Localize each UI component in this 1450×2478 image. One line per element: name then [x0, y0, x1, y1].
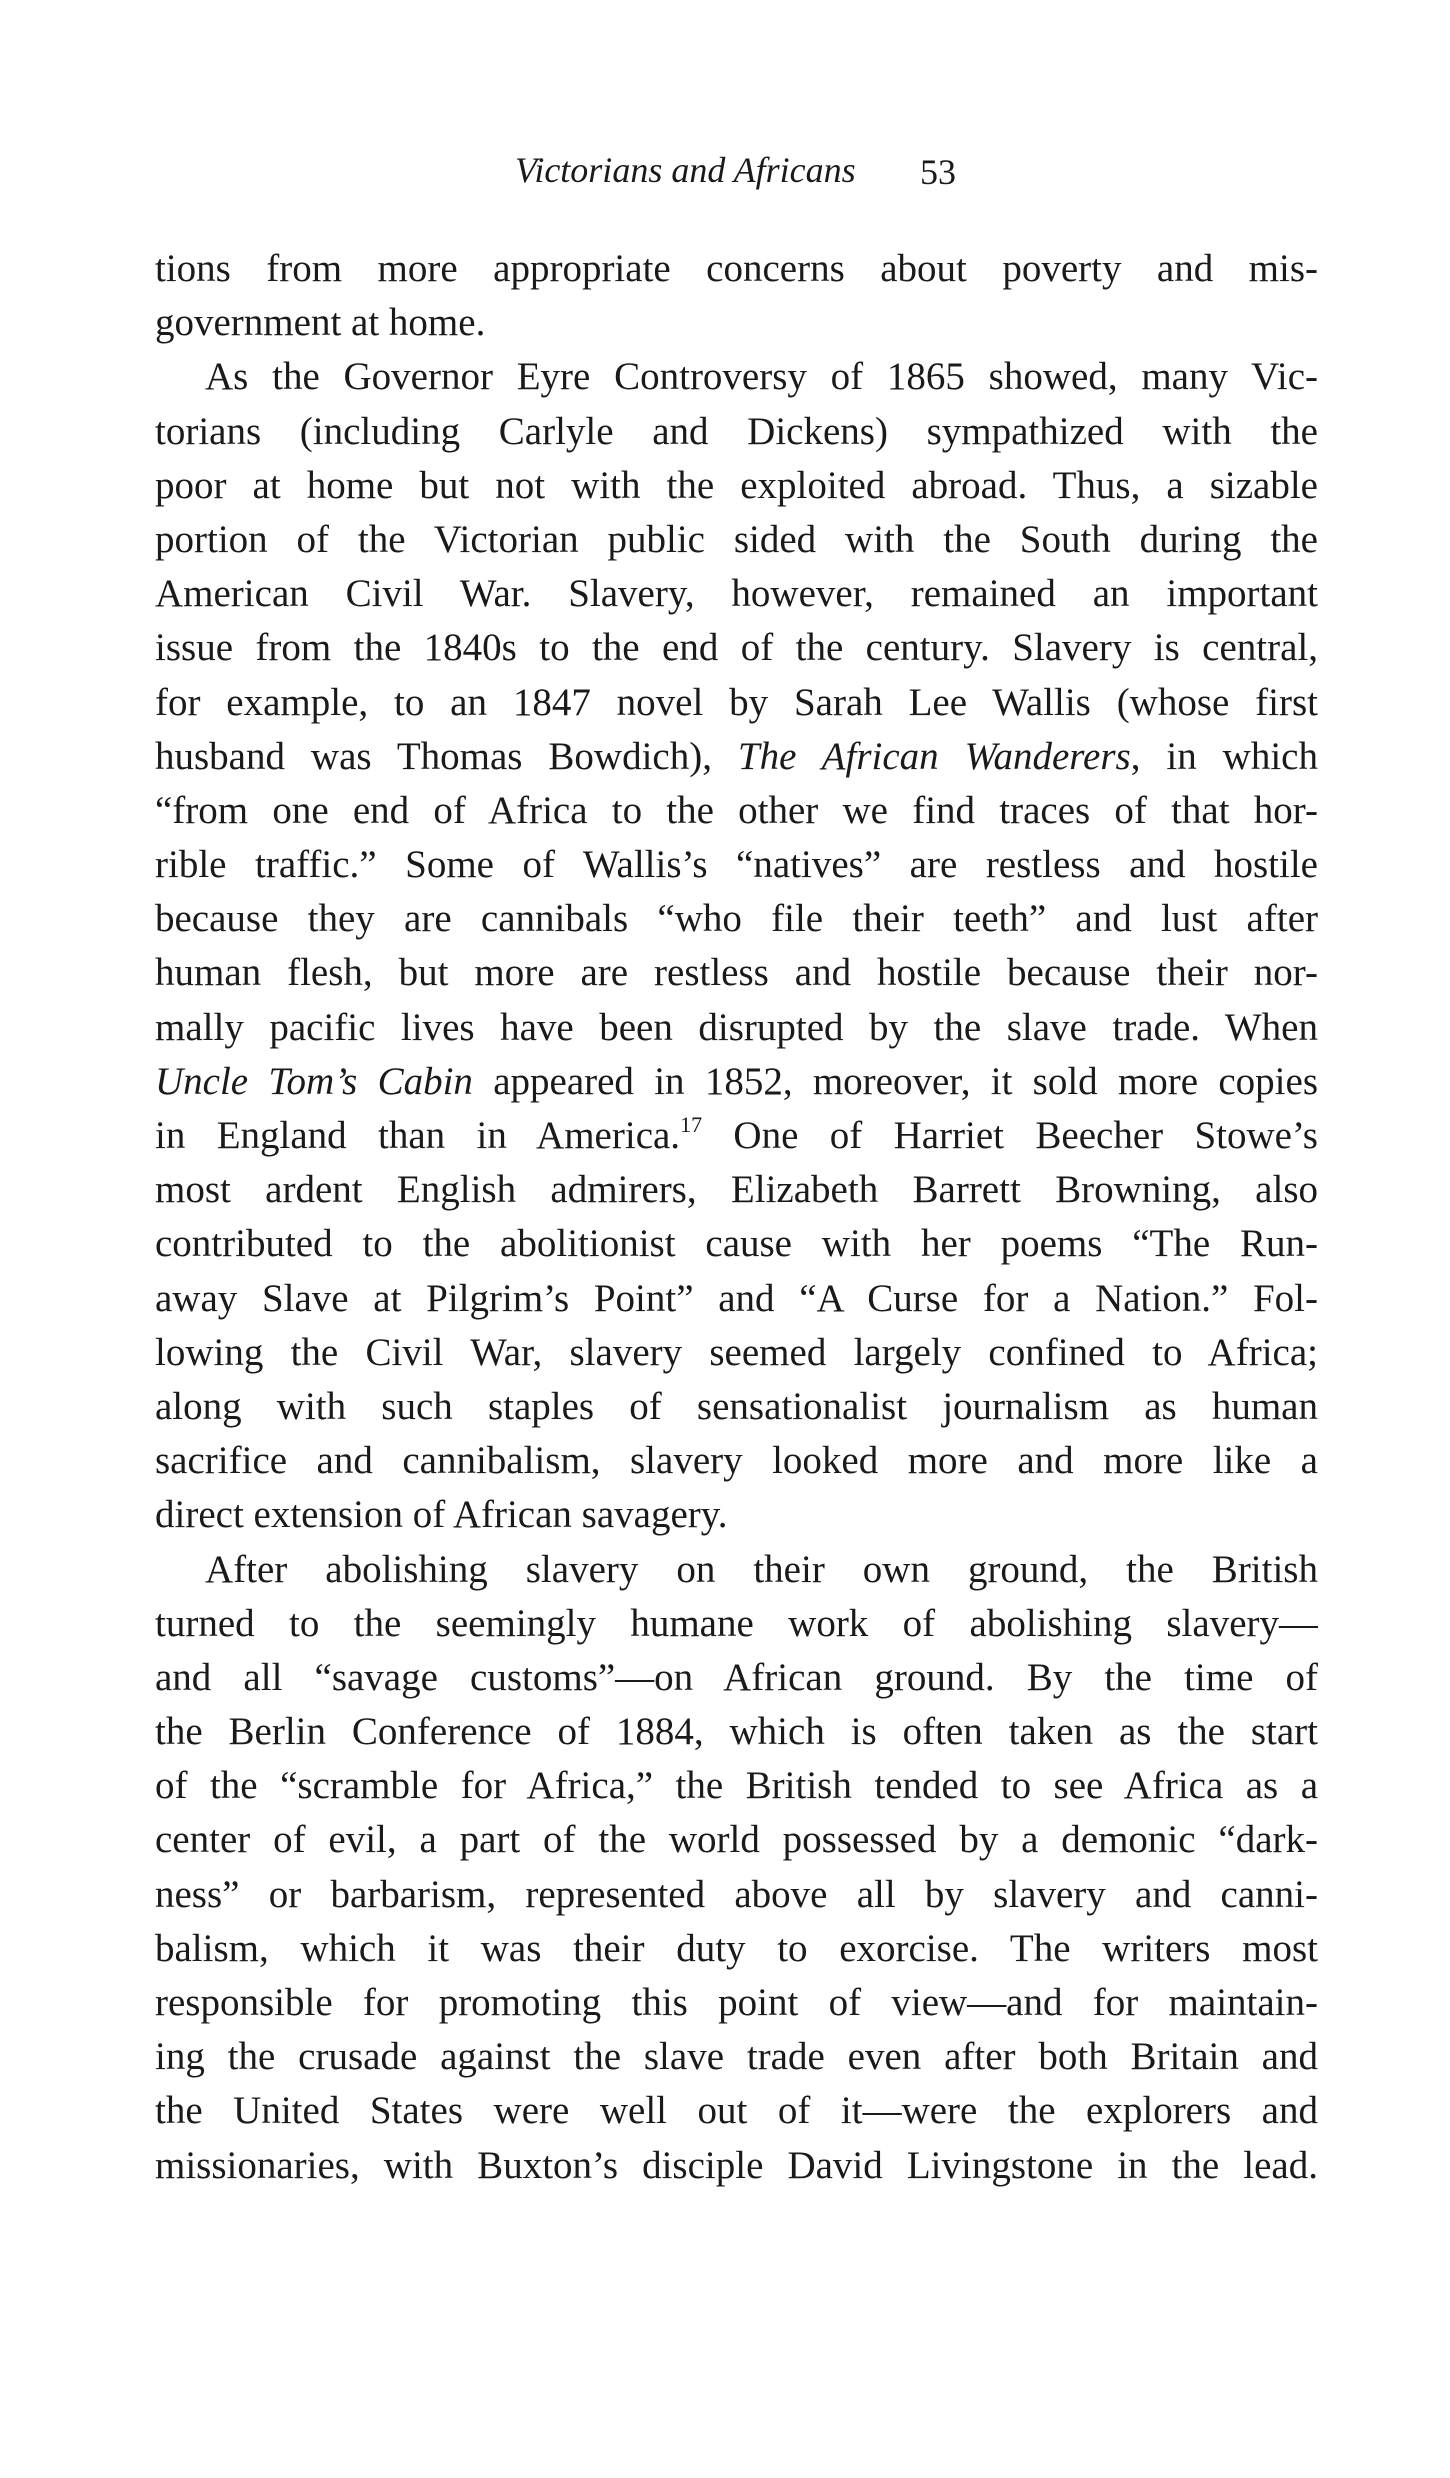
footnote-marker[interactable]: 17 [680, 1112, 703, 1137]
text-line: issue from the 1840s to the end of the century. Slavery is central, [155, 626, 1318, 670]
text-line [155, 1055, 1318, 1109]
text-line: away Slave at Pilgrim’s Point” and “A Curse for a Nation.” Fol- [155, 1276, 1318, 1320]
text-line: human flesh, but more are restless and hostile because their nor- [155, 951, 1318, 995]
text-line: of the “scramble for Africa,” the British tended to see Africa as a [155, 1764, 1318, 1808]
text-run: , in which [1130, 734, 1318, 778]
text-line: most ardent English admirers, Elizabeth Barrett Browning, also [155, 1168, 1318, 1212]
running-title: Victorians and Africans [515, 150, 856, 190]
text-line: ness” or barbarism, represented above all by slavery and canni- [155, 1872, 1318, 1916]
text-line: mally pacific lives have been disrupted by the slave trade. When [155, 1005, 1318, 1049]
text-line: “from one end of Africa to the other we find traces of that hor- [155, 788, 1318, 832]
text-line: along with such staples of sensationalist journalism as human [155, 1384, 1318, 1428]
text-line: the United States were well out of it—were the explorers and [155, 2089, 1318, 2133]
book-title: The African Wanderers [737, 734, 1131, 778]
text-line: center of evil, a part of the world possessed by a demonic “dark- [155, 1818, 1318, 1862]
text-run: One of Harriet Beecher Stowe’s [702, 1114, 1318, 1157]
text-line: turned to the seemingly humane work of abolishing slavery— [155, 1601, 1318, 1645]
text-line: balism, which it was their duty to exorcise. The writers most [155, 1926, 1318, 1970]
running-head [0, 145, 1450, 195]
text-line: the Berlin Conference of 1884, which is often taken as the start [155, 1710, 1318, 1754]
text-line: because they are cannibals “who file their teeth” and lust after [155, 897, 1318, 941]
text-line [155, 730, 1318, 784]
text-line: poor at home but not with the exploited abroad. Thus, a sizable [155, 463, 1318, 507]
text-line: As the Governor Eyre Controversy of 1865 showed, many Vic- [205, 355, 1318, 399]
text-line: rible traffic.” Some of Wallis’s “natives” are restless and hostile [155, 843, 1318, 887]
text-line [155, 1109, 1318, 1163]
text-line: direct extension of African savagery. [155, 1493, 728, 1537]
text-line: tions from more appropriate concerns about poverty and mis- [155, 247, 1318, 290]
text-run: husband was Thomas Bowdich), [155, 734, 738, 778]
text-line: torians (including Carlyle and Dickens) sympathized with the [155, 409, 1318, 453]
page-number: 53 [920, 152, 956, 192]
text-line: After abolishing slavery on their own ground, the British [205, 1547, 1318, 1591]
text-line: American Civil War. Slavery, however, remained an important [155, 572, 1318, 616]
text-line: ing the crusade against the slave trade even after both Britain and [155, 2035, 1318, 2079]
text-line: responsible for promoting this point of view—and for maintain- [155, 1981, 1318, 2024]
text-line: government at home. [155, 301, 486, 345]
text-line: portion of the Victorian public sided with the South during the [155, 517, 1318, 561]
text-line: contributed to the abolitionist cause with her poems “The Run- [155, 1222, 1318, 1266]
text-line: sacrifice and cannibalism, slavery looked more and more like a [155, 1439, 1318, 1483]
book-title: Uncle Tom’s Cabin [155, 1059, 473, 1103]
text-line: lowing the Civil War, slavery seemed largely confined to Africa; [155, 1330, 1318, 1374]
text-line: and all “savage customs”—on African ground. By the time of [155, 1655, 1318, 1699]
text-line: for example, to an 1847 novel by Sarah Lee Wallis (whose first [155, 680, 1318, 724]
body-text [155, 242, 1318, 2193]
text-line: missionaries, with Buxton’s disciple David Livingstone in the lead. [155, 2143, 1318, 2187]
text-run: in England than in America. [155, 1114, 681, 1157]
text-run: appeared in 1852, moreover, it sold more copies [472, 1059, 1318, 1103]
